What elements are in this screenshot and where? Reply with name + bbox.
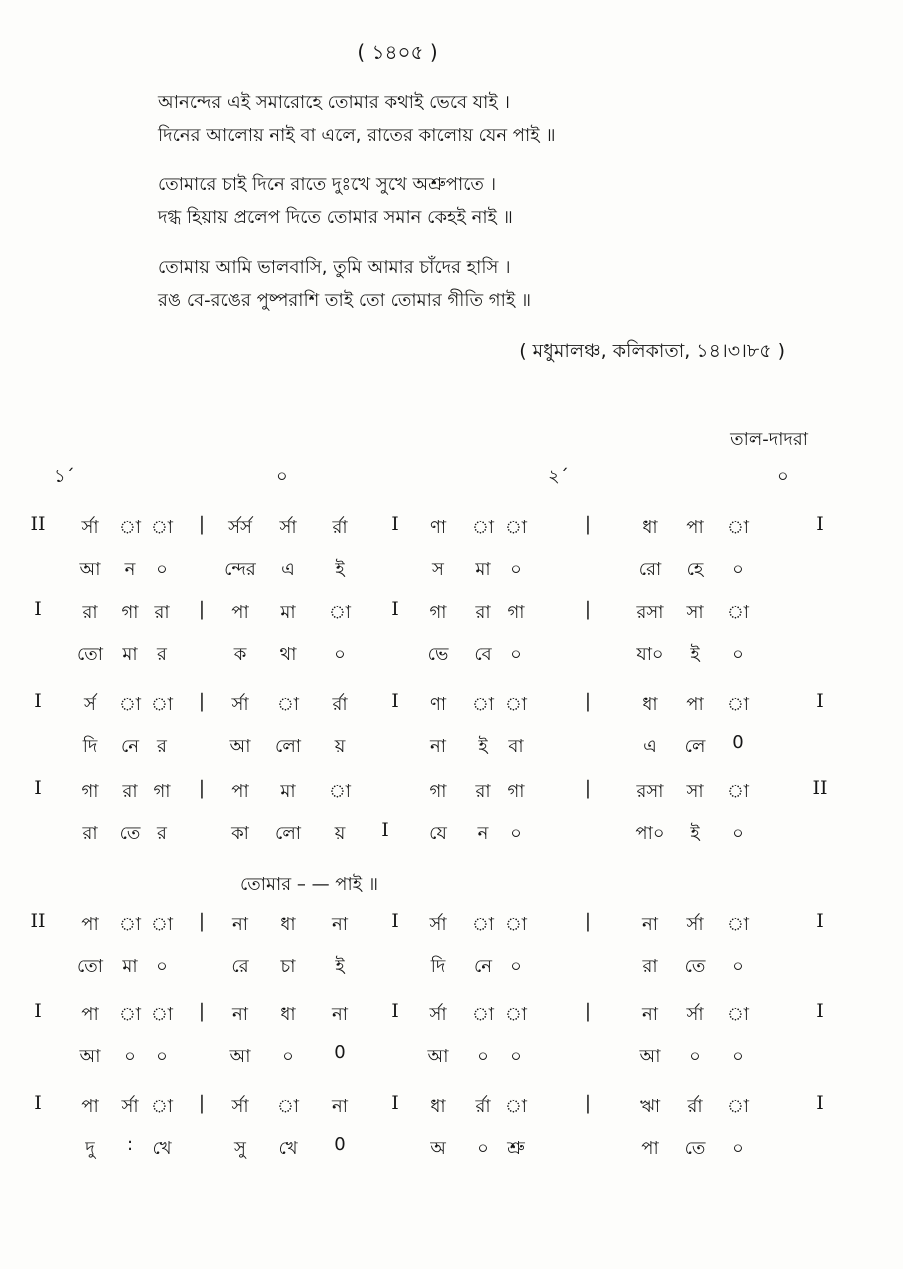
note-cell: পা xyxy=(686,694,704,715)
syllable-cell: র xyxy=(157,823,167,844)
note-cell: র্রা xyxy=(332,517,348,538)
note-cell: া xyxy=(504,1096,528,1117)
syllable-cell: ক xyxy=(233,644,247,665)
note-row xyxy=(0,777,903,811)
syllable-cell: নে xyxy=(473,956,493,977)
syllable-row xyxy=(0,819,903,853)
bar-line: I xyxy=(391,598,399,620)
syllable-cell: ০ xyxy=(282,1046,294,1067)
syllable-cell: মা xyxy=(475,559,491,580)
syllable-cell: সু xyxy=(234,1138,246,1159)
note-cell: না xyxy=(332,914,348,935)
note-cell: া xyxy=(150,694,174,715)
note-cell: া xyxy=(471,1004,495,1025)
syllable-cell: রা xyxy=(642,956,658,977)
note-cell: পা xyxy=(231,781,249,802)
note-cell: া xyxy=(150,517,174,538)
note-cell: র্সা xyxy=(81,517,99,538)
syllable-cell: লে xyxy=(684,736,706,757)
syllable-cell: তে xyxy=(684,956,706,977)
syllable-cell: লো xyxy=(275,736,301,757)
bar-line: I xyxy=(391,1000,399,1022)
syllable-cell: এ xyxy=(281,559,295,580)
note-cell: া xyxy=(504,1004,528,1025)
lyric-line: আনন্দের এই সমারোহে তোমার কথাই ভেবে যাই । xyxy=(158,92,510,113)
syllable-cell: ০ xyxy=(156,1046,168,1067)
syllable-cell: তে xyxy=(684,1138,706,1159)
note-cell: পা xyxy=(81,914,99,935)
syllable-cell: স xyxy=(432,559,444,580)
note-cell: া xyxy=(118,694,142,715)
bar-line: I xyxy=(34,1092,42,1114)
note-cell: া xyxy=(504,914,528,935)
syllable-cell: লো xyxy=(275,823,301,844)
note-cell: ধা xyxy=(642,694,658,715)
syllable-cell: ০ xyxy=(732,823,744,844)
syllable-cell: ০ xyxy=(732,559,744,580)
syllable-cell: মা xyxy=(122,644,138,665)
note-cell: া xyxy=(150,914,174,935)
syllable-cell: শ্রু xyxy=(507,1138,525,1159)
note-cell: া xyxy=(328,602,352,623)
bar-line: | xyxy=(198,598,206,620)
syllable-row xyxy=(0,1042,903,1076)
syllable-cell: ০ xyxy=(124,1046,136,1067)
note-cell: পা xyxy=(81,1096,99,1117)
page-number: ( ১৪০৫ ) xyxy=(357,40,438,64)
syllable-cell: 0 xyxy=(732,732,744,753)
note-row xyxy=(0,910,903,944)
note-cell: গা xyxy=(121,602,139,623)
syllable-cell: য় xyxy=(334,736,346,757)
note-cell: র্রা xyxy=(332,694,348,715)
bar-line: | xyxy=(584,1000,592,1022)
note-cell: গা xyxy=(429,602,447,623)
syllable-cell: থা xyxy=(279,644,297,665)
note-row xyxy=(0,690,903,724)
syllable-cell: দি xyxy=(430,956,446,977)
syllable-cell: ই xyxy=(335,559,345,580)
note-cell: রা xyxy=(82,602,98,623)
syllable-cell: নে xyxy=(120,736,140,757)
note-cell: মা xyxy=(280,781,296,802)
bar-line: I xyxy=(34,777,42,799)
bar-line: I xyxy=(34,690,42,712)
note-cell: গা xyxy=(81,781,99,802)
syllable-cell: ০ xyxy=(732,644,744,665)
beat-mark: ২´ xyxy=(548,466,569,487)
note-cell: র্রা xyxy=(687,1096,703,1117)
lyric-line: রঙ বে-রঙের পুষ্পরাশি তাই তো তোমার গীতি গাই ॥ xyxy=(158,290,532,311)
note-cell: র্সা xyxy=(686,914,704,935)
note-cell: গা xyxy=(153,781,171,802)
bar-line: I xyxy=(391,690,399,712)
note-cell: ধা xyxy=(280,914,296,935)
note-row xyxy=(0,513,903,547)
bar-line: I xyxy=(34,1000,42,1022)
syllable-cell: ০ xyxy=(510,644,522,665)
note-cell: না xyxy=(332,1004,348,1025)
syllable-cell: আ xyxy=(427,1046,449,1067)
syllable-cell: খে xyxy=(278,1138,298,1159)
bar-line: | xyxy=(584,777,592,799)
syllable-cell: ন xyxy=(124,559,136,580)
syllable-cell: তো xyxy=(76,644,104,665)
syllable-cell: আ xyxy=(79,559,101,580)
syllable-cell: ০ xyxy=(477,1138,489,1159)
note-cell: া xyxy=(504,517,528,538)
note-cell: া xyxy=(118,1004,142,1025)
bar-line: II xyxy=(812,777,828,799)
syllable-row xyxy=(0,952,903,986)
syllable-cell: তে xyxy=(119,823,141,844)
bar-line: | xyxy=(198,513,206,535)
syllable-row xyxy=(0,1134,903,1168)
bar-line: I xyxy=(816,1000,824,1022)
beat-mark: ১´ xyxy=(54,466,75,487)
note-cell: না xyxy=(232,914,248,935)
syllable-cell: যে xyxy=(429,823,447,844)
bar-line: I xyxy=(391,910,399,932)
note-cell: া xyxy=(726,694,750,715)
bar-line: | xyxy=(584,1092,592,1114)
note-cell: া xyxy=(726,517,750,538)
syllable-cell: বে xyxy=(474,644,492,665)
syllable-cell: না xyxy=(430,736,446,757)
syllable-cell: চা xyxy=(280,956,296,977)
bar-line: I xyxy=(34,598,42,620)
note-cell: া xyxy=(328,781,352,802)
note-cell: া xyxy=(471,914,495,935)
syllable-cell: পা০ xyxy=(635,823,665,844)
bar-line: | xyxy=(198,1000,206,1022)
bar-line: | xyxy=(198,910,206,932)
syllable-cell: রো xyxy=(638,559,662,580)
note-cell: র্সা xyxy=(231,694,249,715)
lyric-line: দগ্ধ হিয়ায় প্রলেপ দিতে তোমার সমান কেহই নাই ॥ xyxy=(158,207,513,228)
syllable-cell: য় xyxy=(334,823,346,844)
note-cell: া xyxy=(276,1096,300,1117)
note-cell: া xyxy=(150,1096,174,1117)
syllable-cell: ই xyxy=(335,956,345,977)
bar-line: | xyxy=(584,910,592,932)
syllable-cell: ন xyxy=(477,823,489,844)
syllable-cell: খে xyxy=(152,1138,172,1159)
note-cell: রসা xyxy=(636,602,664,623)
note-cell: ণা xyxy=(429,694,447,715)
syllable-cell: ০ xyxy=(477,1046,489,1067)
bar-line: I xyxy=(391,1092,399,1114)
note-cell: ণা xyxy=(429,517,447,538)
note-cell: া xyxy=(504,694,528,715)
syllable-cell: ০ xyxy=(732,1046,744,1067)
syllable-cell: ভে xyxy=(427,644,449,665)
note-row xyxy=(0,1092,903,1126)
lyric-line: দিনের আলোয় নাই বা এলে, রাতের কালোয় যেন পাই ॥ xyxy=(158,125,556,146)
note-cell: না xyxy=(642,914,658,935)
syllable-cell: ০ xyxy=(156,956,168,977)
note-cell: পা xyxy=(231,602,249,623)
beat-mark: ০ xyxy=(276,466,288,487)
bar-line: I xyxy=(816,513,824,535)
note-cell: ধা xyxy=(280,1004,296,1025)
syllable-cell: পা xyxy=(641,1138,659,1159)
note-cell: র্সা xyxy=(429,1004,447,1025)
syllable-cell: কা xyxy=(231,823,249,844)
note-cell: া xyxy=(726,602,750,623)
syllable-cell: আ xyxy=(639,1046,661,1067)
syllable-cell: ০ xyxy=(334,644,346,665)
syllable-cell: র xyxy=(157,736,167,757)
bar-line: I xyxy=(381,819,389,841)
syllable-cell: রে xyxy=(231,956,249,977)
note-cell: ঋা xyxy=(639,1096,661,1117)
note-cell: র্সা xyxy=(279,517,297,538)
syllable-cell: দি xyxy=(82,736,98,757)
note-cell: র্সা xyxy=(429,914,447,935)
refrain-cue: তোমার – — পাই ॥ xyxy=(240,874,379,895)
note-cell: া xyxy=(118,517,142,538)
syllable-cell: 0 xyxy=(334,1134,346,1155)
note-cell: া xyxy=(118,914,142,935)
syllable-cell: ০ xyxy=(732,1138,744,1159)
bar-line: II xyxy=(30,513,46,535)
syllable-cell: ০ xyxy=(510,1046,522,1067)
syllable-cell: আ xyxy=(229,736,251,757)
note-cell: গা xyxy=(507,781,525,802)
note-cell: রা xyxy=(475,602,491,623)
syllable-cell: এ xyxy=(643,736,657,757)
syllable-cell: দু xyxy=(85,1138,95,1159)
syllable-cell: রা xyxy=(82,823,98,844)
note-cell: া xyxy=(726,1096,750,1117)
note-cell: সা xyxy=(686,602,704,623)
note-cell: রা xyxy=(154,602,170,623)
bar-line: | xyxy=(584,598,592,620)
syllable-cell: অ xyxy=(430,1138,446,1159)
bar-line: | xyxy=(584,690,592,712)
note-cell: র্স xyxy=(84,694,96,715)
syllable-cell: যা০ xyxy=(636,644,664,665)
syllable-cell: ই xyxy=(478,736,488,757)
bar-line: | xyxy=(198,777,206,799)
syllable-cell: মা xyxy=(122,956,138,977)
bar-line: | xyxy=(584,513,592,535)
note-cell: র্সা xyxy=(121,1096,139,1117)
syllable-cell: ০ xyxy=(732,956,744,977)
note-cell: না xyxy=(642,1004,658,1025)
note-cell: া xyxy=(726,781,750,802)
syllable-cell: ই xyxy=(690,644,700,665)
source-citation: ( মধুমালঞ্চ, কলিকাতা, ১৪।৩।৮৫ ) xyxy=(519,340,785,362)
note-cell: র্সা xyxy=(686,1004,704,1025)
bar-line: | xyxy=(198,1092,206,1114)
syllable-row xyxy=(0,732,903,766)
note-cell: না xyxy=(232,1004,248,1025)
syllable-cell: র xyxy=(157,644,167,665)
syllable-cell: ০ xyxy=(689,1046,701,1067)
syllable-cell: 0 xyxy=(334,1042,346,1063)
note-cell: া xyxy=(150,1004,174,1025)
note-cell: ধা xyxy=(430,1096,446,1117)
note-cell: া xyxy=(471,694,495,715)
syllable-row xyxy=(0,555,903,589)
syllable-row xyxy=(0,640,903,674)
note-cell: র্রা xyxy=(475,1096,491,1117)
lyric-line: তোমারে চাই দিনে রাতে দুঃখে সুখে অশ্রুপাতে । xyxy=(158,174,497,195)
note-cell: গা xyxy=(507,602,525,623)
syllable-cell: ০ xyxy=(510,823,522,844)
bar-line: | xyxy=(198,690,206,712)
note-row xyxy=(0,598,903,632)
note-cell: া xyxy=(726,914,750,935)
bar-line: II xyxy=(30,910,46,932)
syllable-cell: বা xyxy=(508,736,524,757)
bar-line: I xyxy=(816,910,824,932)
syllable-cell: ন্দের xyxy=(224,559,256,580)
note-cell: র্সর্স xyxy=(228,517,252,538)
note-cell: না xyxy=(332,1096,348,1117)
bar-line: I xyxy=(816,1092,824,1114)
syllable-cell: আ xyxy=(229,1046,251,1067)
syllable-cell: হে xyxy=(686,559,704,580)
note-cell: রসা xyxy=(636,781,664,802)
tala-label: তাল-দাদরা xyxy=(730,429,808,450)
beat-mark: ০ xyxy=(777,466,789,487)
syllable-cell: : xyxy=(126,1134,134,1155)
note-cell: সা xyxy=(686,781,704,802)
bar-line: I xyxy=(391,513,399,535)
note-cell: ধা xyxy=(642,517,658,538)
note-cell: গা xyxy=(429,781,447,802)
note-row xyxy=(0,1000,903,1034)
syllable-cell: ০ xyxy=(510,559,522,580)
syllable-cell: ০ xyxy=(510,956,522,977)
note-cell: া xyxy=(471,517,495,538)
bar-line: I xyxy=(816,690,824,712)
syllable-cell: আ xyxy=(79,1046,101,1067)
note-cell: রা xyxy=(475,781,491,802)
note-cell: মা xyxy=(280,602,296,623)
note-cell: রা xyxy=(122,781,138,802)
note-cell: া xyxy=(276,694,300,715)
syllable-cell: ০ xyxy=(156,559,168,580)
note-cell: পা xyxy=(686,517,704,538)
note-cell: র্সা xyxy=(231,1096,249,1117)
lyric-line: তোমায় আমি ভালবাসি, তুমি আমার চাঁদের হাসি । xyxy=(158,257,511,278)
note-cell: পা xyxy=(81,1004,99,1025)
note-cell: া xyxy=(726,1004,750,1025)
syllable-cell: তো xyxy=(76,956,104,977)
syllable-cell: ই xyxy=(690,823,700,844)
